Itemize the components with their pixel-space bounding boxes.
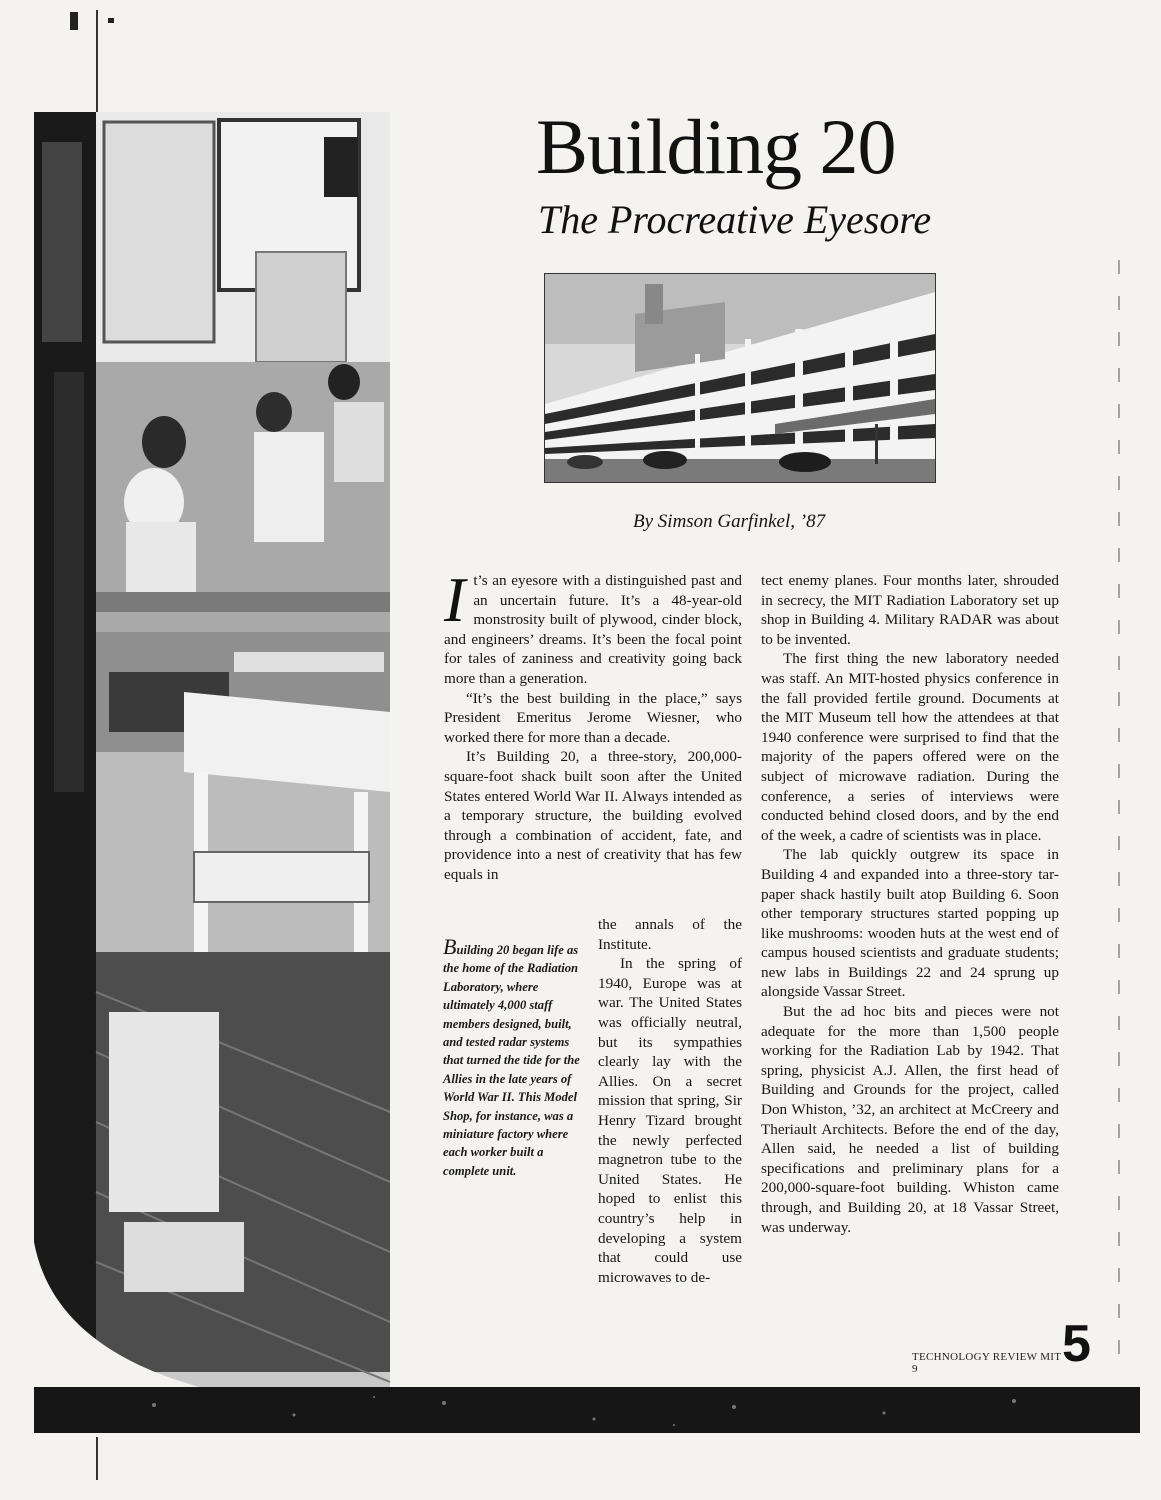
scan-mark	[108, 18, 114, 23]
paragraph: tect enemy planes. Four months later, shrouded in secrecy, the MIT Radiation Laboratory set up shop in Building 4. Military RADAR was about to be invented.	[761, 572, 1059, 648]
ink-speckle	[34, 1385, 1140, 1435]
paragraph: In the spring of 1940, Europe was at war. The United States was officially neutral, but its sympathies clearly lay with the Allies. On a secret mission that spring, Sir Henry Tizard brought the newly perfected magnetron tube to the United States. He hoped to enlist this country’s help in developing a system that could use microwaves to de-	[598, 955, 742, 1286]
scan-mark	[70, 12, 78, 30]
byline: By Simson Garfinkel, ’87	[633, 511, 826, 532]
scan-margin-line	[1118, 260, 1120, 1360]
paragraph-text: t’s an eyesore with a distinguished past and an uncertain future. It’s a 48-year-old monstrosity built of plywood, cinder block, and engineers’ dreams. It’s been the focal point for tales of zaniness and creativity going back more than a generation.	[444, 572, 742, 687]
model-shop-photo	[34, 112, 390, 1437]
paragraph: “It’s the best building in the place,” says President Emeritus Jerome Wiesner, who worked there for more than a decade.	[444, 689, 742, 746]
paragraph: It’s Building 20, a three-story, 200,000-square-foot shack built soon after the United States entered World War II. Always intended as a temporary structure, the building evolved through a combination of accident, fate, and providence into a nest of creativity that has few equals in	[444, 748, 742, 883]
paragraph: The lab quickly outgrew its space in Building 4 and expanded into a three-story tar-paper shack hastily built atop Building 6. Soon other temporary structures started popping up like mushrooms: wooden huts at the west end of campus housed scientists and graduate students; new labs in Buildings 22 and 24 sprung up alongside Vassar Street.	[761, 846, 1059, 1001]
paragraph: But the ad hoc bits and pieces were not adequate for the more than 1,500 people working for the Radiation Lab by 1942. That spring, physicist A.J. Allen, the first head of Building and Grounds for the project, called Don Whiston, ’32, an architect at McCreery and Theriault Architects. Before the end of the day, Allen said, he needed a list of building specifications and preliminary plans for a 200,000-square-foot building. Whiston came through, and Building 20, at 18 Vassar Street, was underway.	[761, 1003, 1059, 1236]
article-title: Building 20	[536, 103, 896, 190]
drop-cap: I	[444, 564, 466, 635]
article-column-1-continued	[598, 915, 742, 1287]
caption-initial: B	[443, 934, 457, 959]
lead-paragraph	[444, 564, 742, 689]
caption-text: uilding 20 began life as the home of the Radiation Laboratory, where ultimately 4,000 staff members designed, built, and tested radar systems that turned the tide for the Allies in the late years of World War II. This Model Shop, for instance, was a miniature factory where each worker built a complete unit.	[443, 943, 580, 1178]
paragraph: the annals of the Institute.	[598, 916, 742, 953]
publication-footer: TECHNOLOGY REVIEW MIT 9	[912, 1351, 1062, 1375]
page-number: 5	[1062, 1315, 1091, 1373]
building-20-photo	[544, 273, 936, 483]
photo-caption	[443, 934, 583, 1180]
paragraph: The first thing the new laboratory needed was staff. An MIT-hosted physics conference in the fall provided fertile ground. Documents at the MIT Museum tell how the attendees at that 1940 conference were surprised to find that the majority of the papers offered were on the subject of microwave radiation. During the conference, a series of interviews were conducted behind closed doors, and by the end of the week, a cadre of scientists was in place.	[761, 650, 1059, 844]
article-subtitle: The Procreative Eyesore	[538, 197, 932, 242]
article-column-1	[444, 564, 742, 885]
article-column-2	[761, 571, 1059, 1237]
